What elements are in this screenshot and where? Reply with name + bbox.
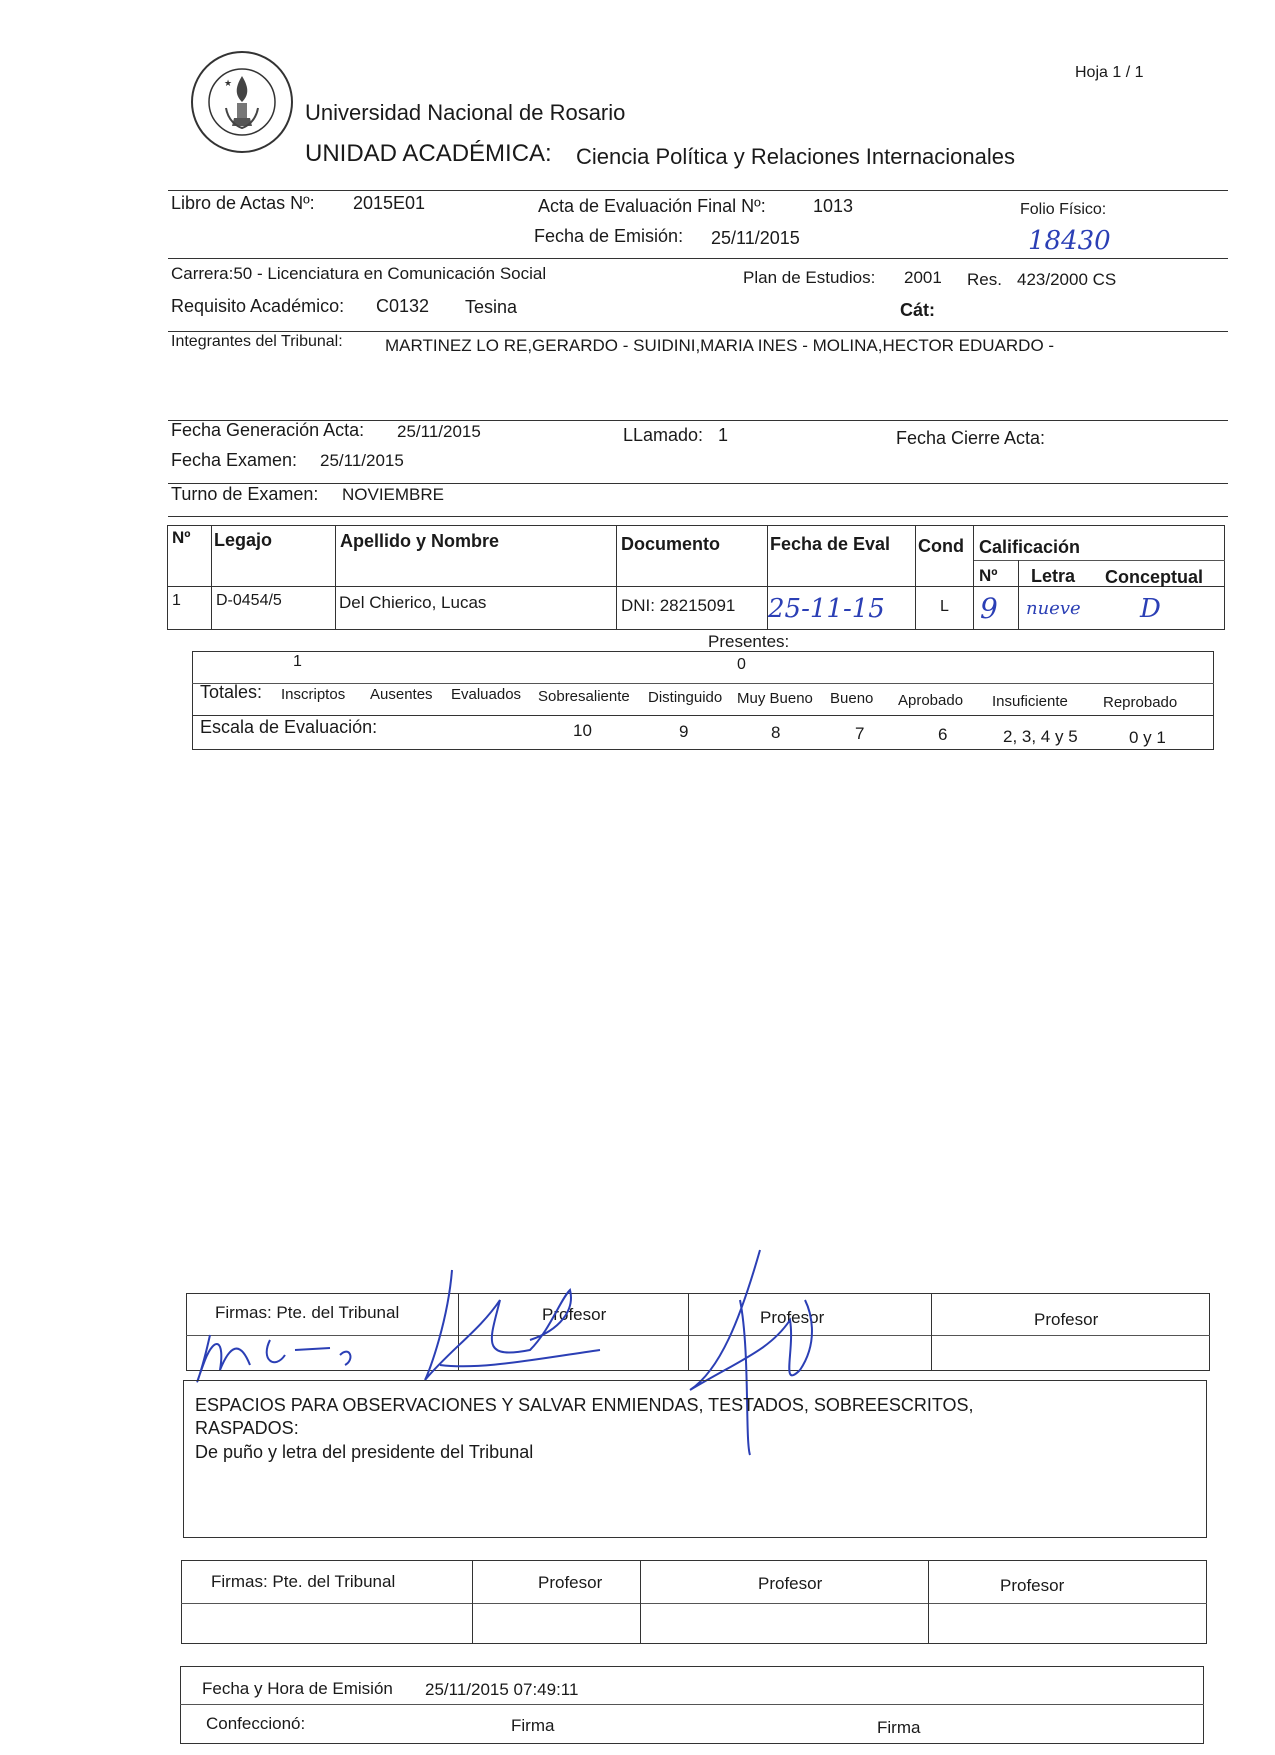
col-divider [335,525,336,630]
header-legajo: Legajo [214,530,273,550]
generacion-label: Fecha Generación Acta: [171,420,365,440]
escala-10: 10 [573,721,592,740]
escala-8: 8 [771,723,781,742]
col-evaluados: Evaluados [451,686,522,703]
libro-value: 2015E01 [353,193,426,213]
header-cal-n: Nº [979,566,998,585]
row-nota-handwritten: 9 [980,592,998,625]
emision-label: Fecha de Emisión: [534,226,684,246]
col-inscriptos: Inscriptos [281,686,346,703]
examen-value: 25/11/2015 [320,451,404,470]
cat-label: Cát: [900,300,935,320]
pte-tribunal-label: Firmas: Pte. del Tribunal [211,1572,396,1591]
row-legajo: D-0454/5 [216,592,282,609]
confecciono-label: Confeccionó: [206,1714,306,1733]
row-letra-handwritten: nueve [1026,598,1081,619]
header-documento: Documento [621,534,720,554]
escala-9: 9 [679,722,689,741]
col-reprobado: Reprobado [1103,694,1178,711]
turno-label: Turno de Examen: [171,484,319,504]
carrera: Carrera:50 - Licenciatura en Comunicación Social [171,264,547,283]
firma-label: Firma [511,1716,555,1735]
col-ausentes: Ausentes [370,686,433,703]
firma-label: Firma [877,1718,921,1737]
generacion-value: 25/11/2015 [397,422,481,441]
examen-label: Fecha Examen: [171,450,298,470]
totals-divider [192,715,1214,716]
col-divider [472,1560,473,1644]
folio-handwritten: 18430 [1028,226,1111,256]
col-divider [928,1560,929,1644]
totals-divider [192,683,1214,684]
header-fecha: Fecha de Eval [770,534,891,554]
header-calificacion: Calificación [979,537,1081,557]
inscriptos-value: 1 [293,653,302,670]
row-documento: DNI: 28215091 [621,596,736,615]
requisito-name: Tesina [465,297,518,317]
university-name: Universidad Nacional de Rosario [305,100,626,125]
plan-label: Plan de Estudios: [743,268,876,287]
signature-divider [181,1603,1207,1604]
col-aprobado: Aprobado [898,692,964,709]
llamado-label: LLamado: [623,425,704,445]
footer-emision-label: Fecha y Hora de Emisión [202,1679,393,1698]
col-divider [931,1293,932,1371]
profesor-label: Profesor [538,1573,603,1592]
col-divider [915,525,916,630]
row-nombre: Del Chierico, Lucas [339,593,487,612]
footer-emision-value: 25/11/2015 07:49:11 [425,1680,579,1699]
footer-divider [180,1704,1204,1705]
row-cond: L [940,598,949,615]
col-divider [211,525,212,630]
col-divider [973,525,974,630]
header-cal-letra: Letra [1031,566,1076,586]
divider [168,258,1228,259]
tribunal-label: Integrantes del Tribunal: [171,333,343,350]
col-divider [640,1560,641,1644]
acta-label: Acta de Evaluación Final Nº: [538,196,766,216]
table-subheader-divider [973,560,1225,561]
observaciones-line2: RASPADOS: [195,1418,299,1438]
academic-unit-name: Ciencia Política y Relaciones Internacionales [576,144,1016,169]
col-sobresaliente: Sobresaliente [538,688,630,705]
divider [168,331,1228,332]
presentes-label: Presentes: [708,632,790,651]
profesor-label: Profesor [758,1574,823,1593]
ausentes-value: 0 [737,656,746,673]
cierre-label: Fecha Cierre Acta: [896,428,1046,448]
sheet-number: Hoja 1 / 1 [1075,64,1144,81]
col-muy-bueno: Muy Bueno [737,690,813,707]
observaciones-line1: ESPACIOS PARA OBSERVACIONES Y SALVAR ENMIENDAS, TESTADOS, SOBREESCRITOS, [195,1395,974,1415]
observaciones-line3: De puño y letra del presidente del Tribunal [195,1442,534,1462]
plan-value: 2001 [904,268,942,287]
col-divider [616,525,617,630]
requisito-value: C0132 [376,296,430,316]
profesor-label: Profesor [1034,1310,1099,1329]
row-conceptual-handwritten: D [1140,594,1161,624]
footer-frame [180,1666,1204,1744]
totales-label: Totales: [200,682,263,702]
profesor-label: Profesor [760,1308,825,1327]
res-label: Res. [967,270,1002,289]
escala-label: Escala de Evaluación: [200,717,378,737]
header-cal-conceptual: Conceptual [1105,567,1204,587]
col-distinguido: Distinguido [648,689,723,706]
divider [168,516,1228,517]
escala-reprobado: 0 y 1 [1129,728,1166,747]
pte-tribunal-label: Firmas: Pte. del Tribunal [215,1303,400,1322]
row-fecha-handwritten: 25-11-15 [768,594,885,624]
col-bueno: Bueno [830,690,874,707]
divider [168,483,1228,484]
svg-text:★: ★ [224,79,233,89]
divider [168,190,1228,191]
turno-value: NOVIEMBRE [342,485,445,504]
profesor-label: Profesor [1000,1576,1065,1595]
row-n: 1 [172,592,181,609]
header-n: Nº [172,528,191,547]
emision-value: 25/11/2015 [711,228,800,248]
libro-label: Libro de Actas Nº: [171,193,315,213]
escala-7: 7 [855,724,865,743]
header-cond: Cond [918,536,964,556]
escala-6: 6 [938,725,948,744]
res-value: 423/2000 CS [1017,270,1117,289]
folio-label: Folio Físico: [1020,201,1107,218]
col-divider [1018,560,1019,630]
header-nombre: Apellido y Nombre [340,531,500,551]
tribunal-members: MARTINEZ LO RE,GERARDO - SUIDINI,MARIA INES - MOLINA,HECTOR EDUARDO - [385,336,1055,355]
requisito-label: Requisito Académico: [171,296,345,316]
escala-insuficiente: 2, 3, 4 y 5 [1003,727,1078,746]
academic-unit-label: UNIDAD ACADÉMICA: [305,140,552,167]
llamado-value: 1 [718,425,729,445]
col-insuficiente: Insuficiente [992,693,1068,710]
profesor-label: Profesor [542,1305,607,1324]
university-seal [188,48,296,156]
acta-value: 1013 [813,196,854,216]
